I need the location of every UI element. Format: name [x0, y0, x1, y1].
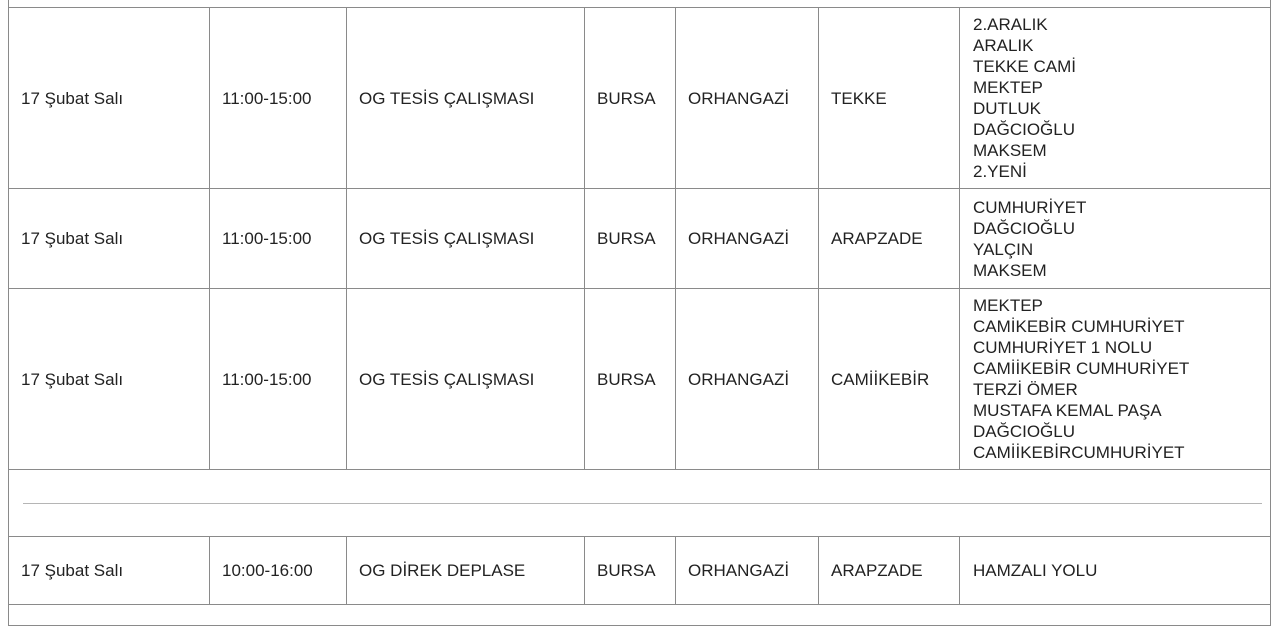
street-name: YALÇIN	[973, 239, 1034, 259]
time-cell: 11:00-15:00	[210, 8, 347, 189]
table-row	[9, 289, 1271, 470]
separator-row	[9, 470, 1271, 537]
city-cell: BURSA	[585, 289, 676, 470]
street-name: MAKSEM	[973, 141, 1047, 160]
work-type-cell: OG TESİS ÇALIŞMASI	[347, 189, 585, 289]
street-name: ARALIK	[973, 36, 1034, 55]
street-name: MAKSEM	[973, 260, 1047, 280]
street-name: DAĞCIOĞLU	[973, 422, 1076, 441]
city-cell: BURSA	[585, 8, 676, 189]
separator-cell	[9, 470, 1271, 537]
table-row	[9, 189, 1271, 289]
street-name: DAĞCIOĞLU	[973, 120, 1076, 139]
street-name: MEKTEP	[973, 78, 1043, 97]
neighborhood-cell: ARAPZADE	[819, 189, 960, 289]
street-name: MUSTAFA KEMAL PAŞA	[973, 401, 1162, 420]
street-name: DUTLUK	[973, 99, 1042, 118]
street-name: CUMHURİYET 1 NOLU	[973, 338, 1153, 357]
neighborhood-cell: TEKKE	[819, 8, 960, 189]
date-cell: 17 Şubat Salı	[9, 8, 210, 189]
table-top-edge	[9, 0, 1271, 8]
empty-cell	[9, 605, 1271, 626]
date-cell: 17 Şubat Salı	[9, 189, 210, 289]
outage-table	[8, 0, 1271, 626]
table-row	[9, 8, 1271, 189]
neighborhood-cell: ARAPZADE	[819, 537, 960, 605]
district-cell: ORHANGAZİ	[676, 289, 819, 470]
street-name: TERZİ ÖMER	[973, 380, 1078, 399]
street-name: CAMİKEBİR CUMHURİYET	[973, 317, 1185, 336]
street-name: MEKTEP	[973, 296, 1043, 315]
district-cell: ORHANGAZİ	[676, 8, 819, 189]
city-cell: BURSA	[585, 189, 676, 289]
date-cell: 17 Şubat Salı	[9, 537, 210, 605]
street-name: TEKKE CAMİ	[973, 57, 1076, 76]
street-name: 2.ARALIK	[973, 15, 1048, 34]
work-type-cell: OG TESİS ÇALIŞMASI	[347, 289, 585, 470]
neighborhood-cell: CAMİİKEBİR	[819, 289, 960, 470]
streets-cell	[960, 8, 1271, 189]
street-name: HAMZALI YOLU	[973, 561, 1098, 580]
city-cell: BURSA	[585, 537, 676, 605]
empty-cell	[9, 0, 1271, 8]
district-cell: ORHANGAZİ	[676, 189, 819, 289]
work-type-cell: OG TESİS ÇALIŞMASI	[347, 8, 585, 189]
streets-cell	[960, 289, 1271, 470]
streets-cell	[960, 189, 1271, 289]
street-name: 2.YENİ	[973, 162, 1027, 181]
table-row	[9, 537, 1271, 605]
street-name: CAMİİKEBİR CUMHURİYET	[973, 359, 1190, 378]
street-name: CUMHURİYET	[973, 197, 1087, 217]
date-cell: 17 Şubat Salı	[9, 289, 210, 470]
street-name: DAĞCIOĞLU	[973, 218, 1076, 238]
street-name: CAMİİKEBİRCUMHURİYET	[973, 443, 1185, 462]
time-cell: 10:00-16:00	[210, 537, 347, 605]
time-cell: 11:00-15:00	[210, 189, 347, 289]
district-cell: ORHANGAZİ	[676, 537, 819, 605]
time-cell: 11:00-15:00	[210, 289, 347, 470]
streets-cell	[960, 537, 1271, 605]
table-bottom-edge	[9, 605, 1271, 626]
horizontal-rule	[23, 503, 1262, 504]
work-type-cell: OG DİREK DEPLASE	[347, 537, 585, 605]
